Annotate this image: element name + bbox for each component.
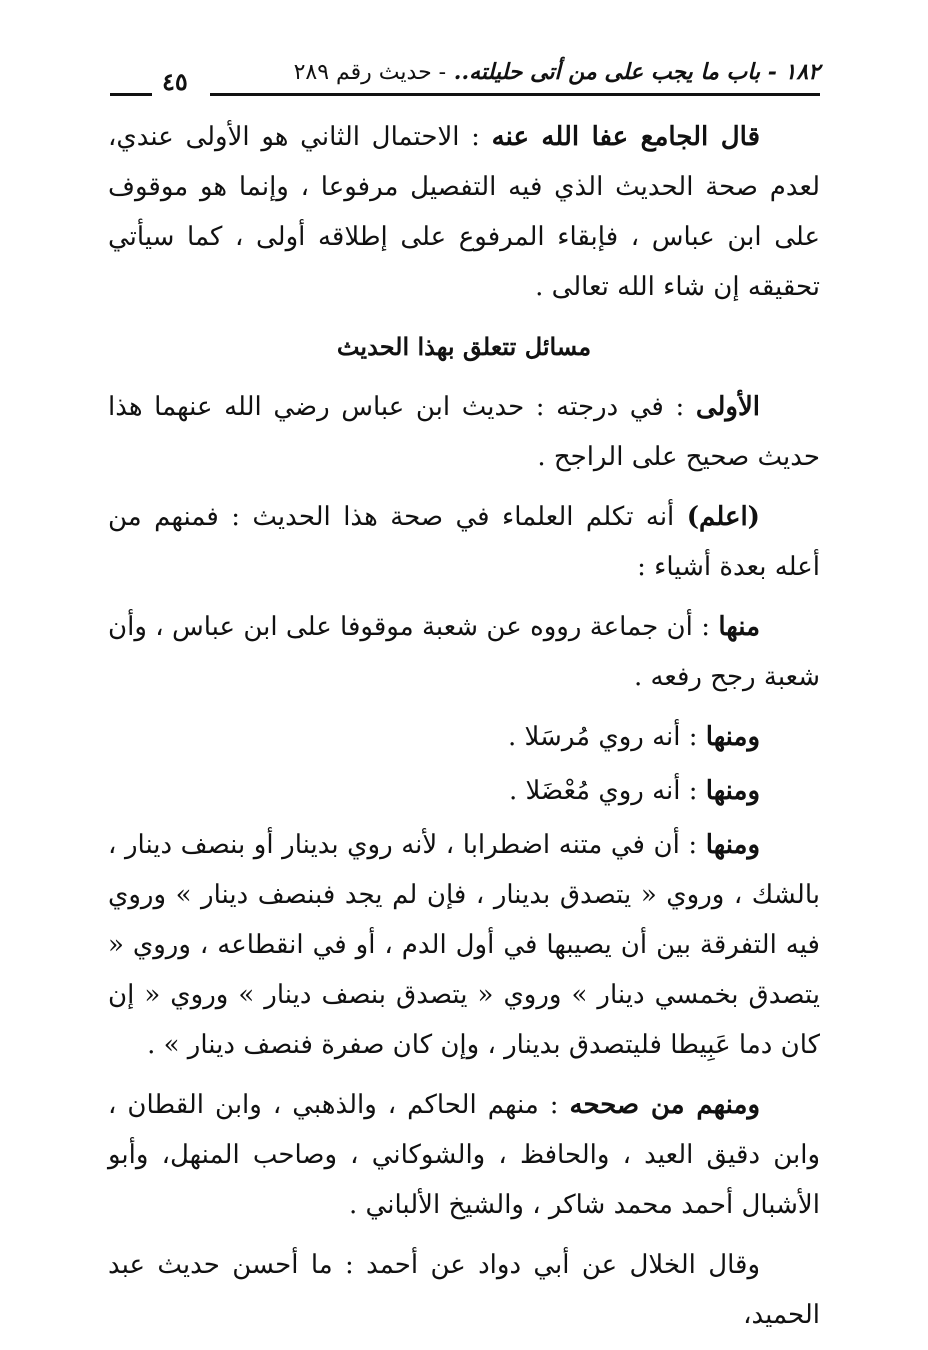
paragraph-3-text: أنه تكلم العلماء في صحة هذا الحديث : فمنهم من أعله بعدة أشياء : xyxy=(108,502,820,582)
paragraph-3-lead: (اعلم) xyxy=(686,502,760,532)
running-header xyxy=(110,55,820,99)
paragraph-9 xyxy=(108,1240,820,1340)
paragraph-8 xyxy=(108,1080,820,1230)
paragraph-7-lead: ومنها xyxy=(705,830,761,860)
paragraph-4-text: : أن جماعة رووه عن شعبة موقوفا على ابن عباس ، وأن شعبة رجح رفعه . xyxy=(108,612,820,692)
paragraph-1-text: : الاحتمال الثاني هو الأولى عندي، لعدم صحة الحديث الذي فيه التفصيل مرفوعا ، وإنما هو موقوف على ابن عباس ، فإبقاء المرفوع على إطلاقه أولى ، كما سيأتي تحقيقه إن شاء الله تعالى . xyxy=(108,122,820,302)
paragraph-1 xyxy=(108,112,820,312)
paragraph-5 xyxy=(108,712,820,762)
paragraph-5-text: : أنه روي مُرسَلا . xyxy=(507,722,698,752)
hadith-number: - حديث رقم ٢٨٩ xyxy=(293,60,447,85)
paragraph-5-lead: ومنها xyxy=(705,722,760,752)
paragraph-2-text: : في درجته : حديث ابن عباس رضي الله عنهما هذا حديث صحيح على الراجح . xyxy=(108,392,820,472)
paragraph-2 xyxy=(108,382,820,482)
section-heading: مسائل تتعلق بهذا الحديث xyxy=(336,332,592,361)
paragraph-9-text: وقال الخلال عن أبي دواد عن أحمد : ما أحسن حديث عبد الحميد، xyxy=(108,1250,820,1330)
page-number: ٤٥ xyxy=(162,67,188,96)
paragraph-8-text: : منهم الحاكم ، والذهبي ، وابن القطان ، وابن دقيق العيد ، والحافظ ، والشوكاني ، وصاحب المنهل، وأبو الأشبال أحمد محمد شاكر ، والشيخ الألباني . xyxy=(108,1090,820,1220)
paragraph-7 xyxy=(108,820,820,1070)
chapter-title xyxy=(294,59,820,85)
paragraph-6 xyxy=(108,766,820,816)
paragraph-4-lead: منها xyxy=(718,612,761,642)
paragraph-4 xyxy=(108,602,820,702)
paragraph-6-text: : أنه روي مُعْضَلا . xyxy=(509,776,698,806)
header-rule xyxy=(210,93,820,96)
paragraph-1-lead: قال الجامع عفا الله عنه xyxy=(491,122,761,152)
paragraph-3 xyxy=(108,492,820,592)
paragraph-7-text: : أن في متنه اضطرابا ، لأنه روي بدينار أو بنصف دينار ، بالشك ، وروي « يتصدق بدينار ، فإن لم يجد فبنصف دينار » وروي فيه التفرقة بين أن يصيبها في أول الدم ، أو في انقطاعه ، وروي « يتصدق بخمسي دينار » وروي « يتصدق بنصف دينار » وروي « إن كان دما عَبِيطا فليتصدق بدينار ، وإن كان صفرة فنصف دينار » . xyxy=(108,830,820,1060)
page-number-rule xyxy=(110,93,152,96)
paragraph-8-lead: ومنهم من صححه xyxy=(569,1090,760,1120)
paragraph-6-lead: ومنها xyxy=(705,776,760,806)
paragraph-2-lead: الأولى xyxy=(695,392,761,422)
body-text xyxy=(108,112,820,1350)
chapter-title-text: ١٨٢ - باب ما يجب على من أتى حليلته.. xyxy=(453,59,820,85)
